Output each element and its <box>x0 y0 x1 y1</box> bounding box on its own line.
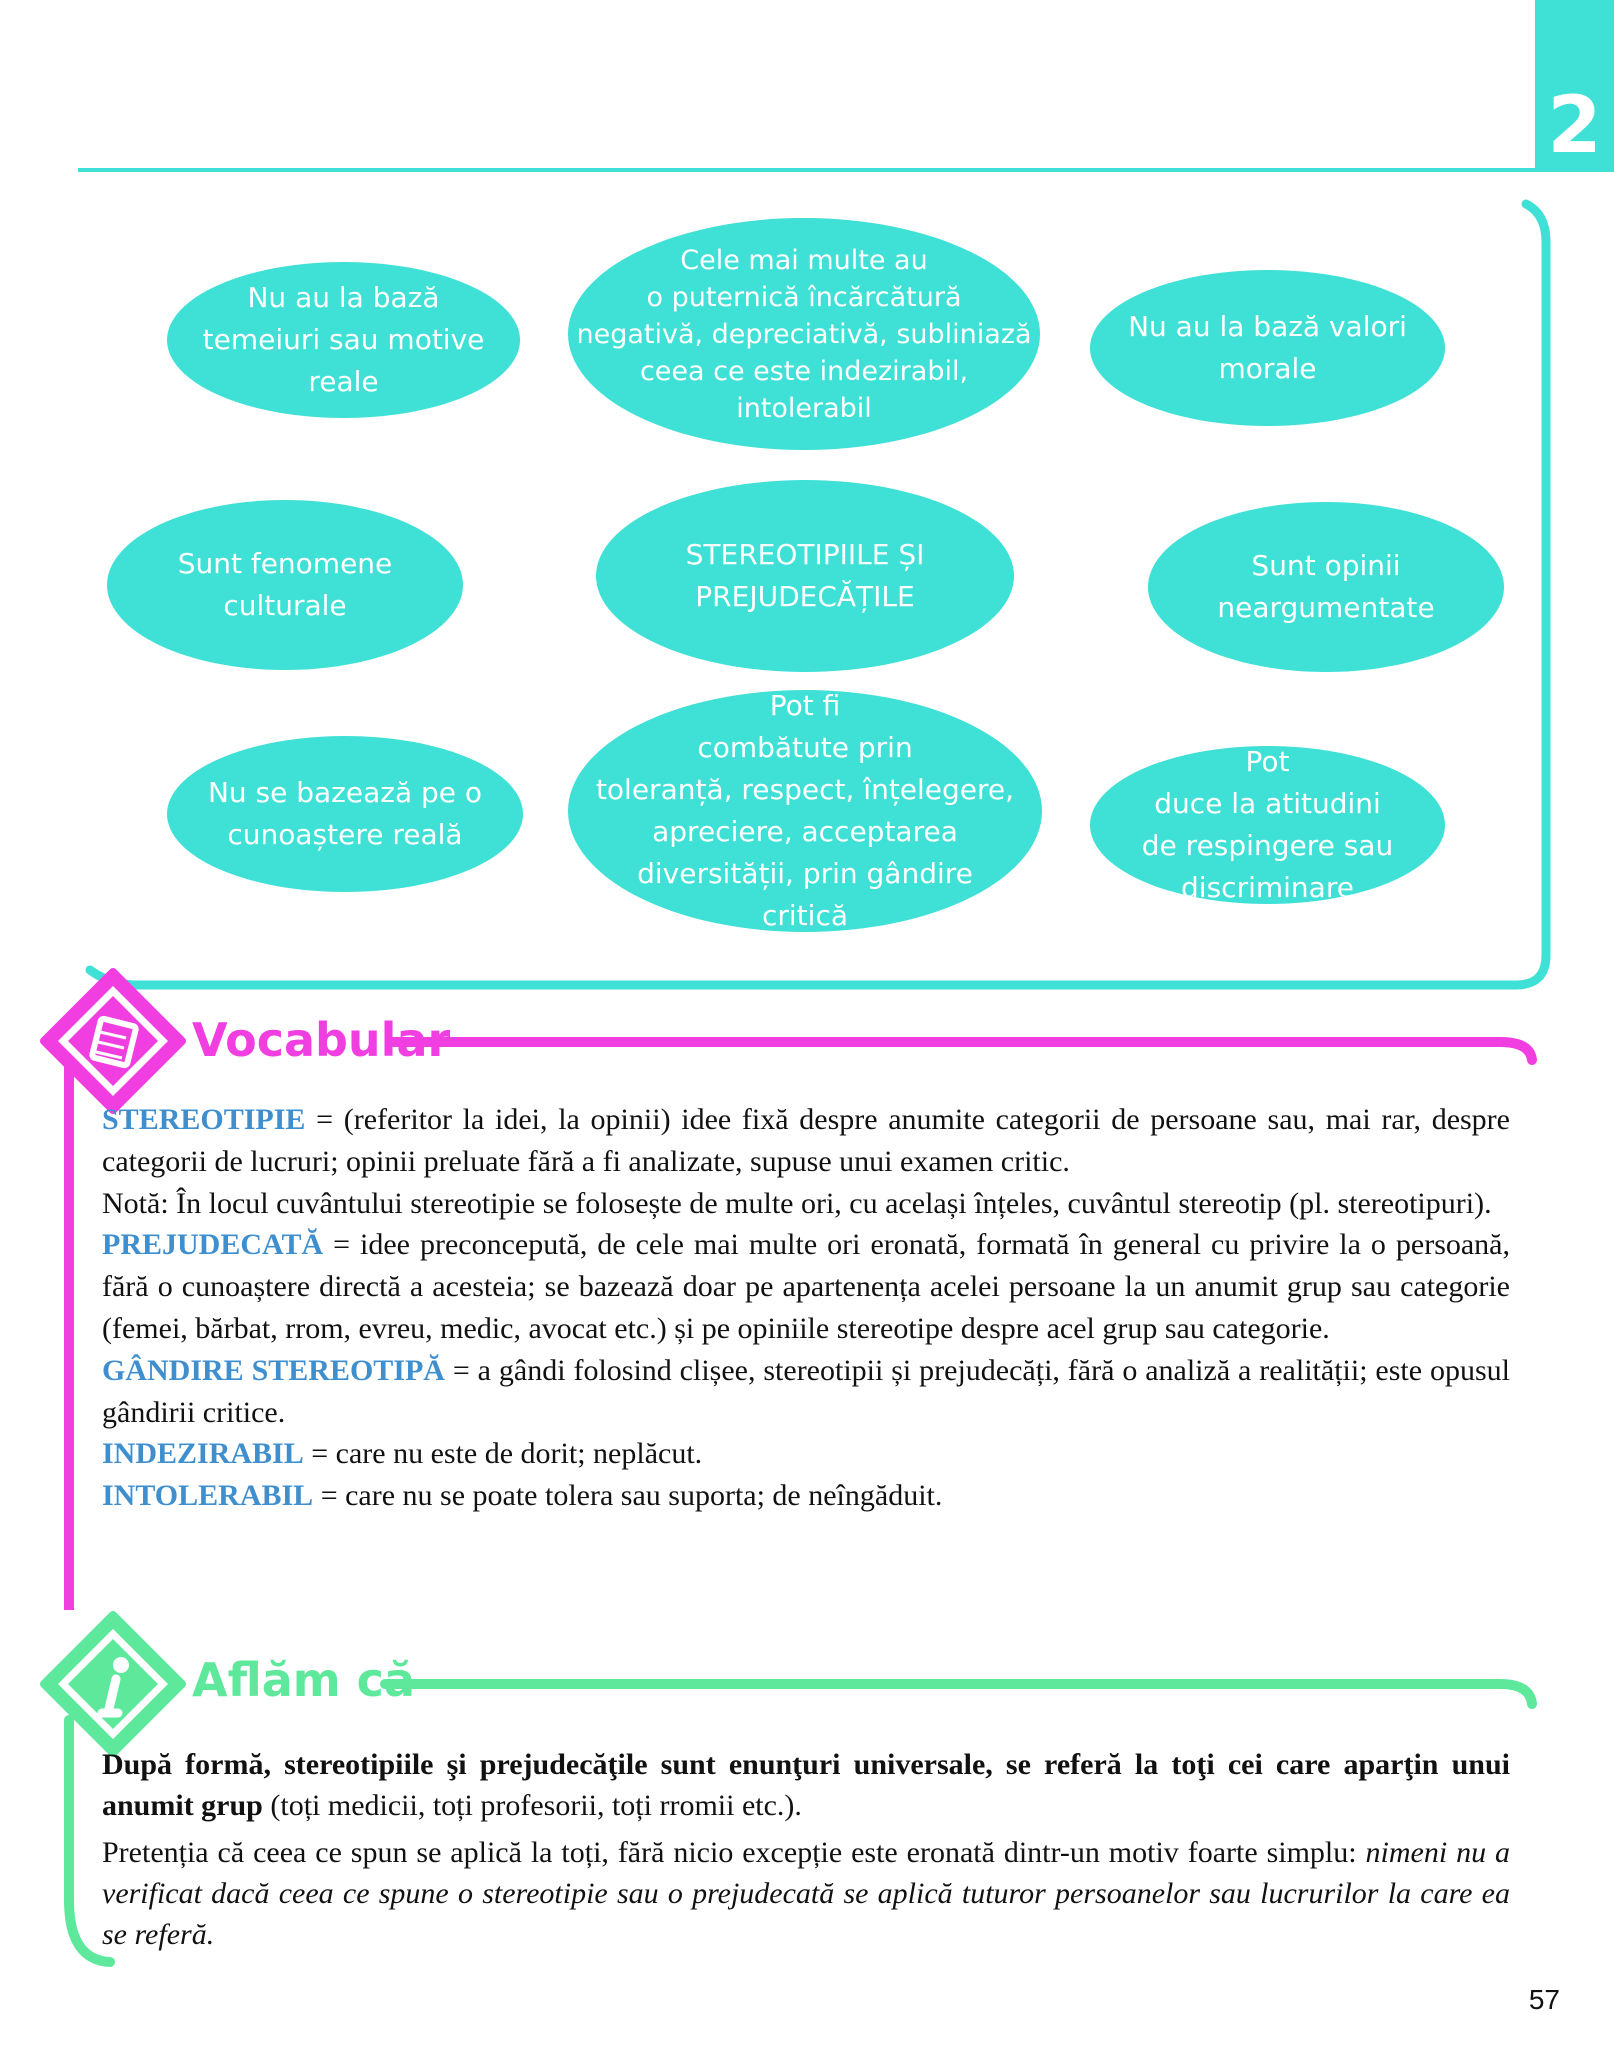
diagram-bubble-bottom-left: Nu se bazează pe o cunoaștere reală <box>167 736 523 892</box>
vocabular-definition: = care nu se poate tolera sau suporta; de neîngăduit. <box>313 1479 943 1513</box>
vocabular-term: INTOLERABIL <box>102 1479 314 1513</box>
vocabular-body <box>102 1099 1510 1517</box>
vocabular-entry <box>102 1350 1510 1434</box>
vocabular-note: Notă: În locul cuvântului stereotipie se folosește de multe ori, cu același înțeles, cuvântul stereotip (pl. stereotipuri). <box>102 1186 1492 1220</box>
page-number: 57 <box>1528 1984 1560 2015</box>
aflam-bold-text: După formă, stereotipiile şi prejudecăţile sunt enunţuri universale, se referă la toţi cei care aparţin unui anumit grup <box>102 1748 1510 1822</box>
aflam-title: Aflăm că <box>192 1653 415 1707</box>
top-rule <box>78 168 1536 172</box>
vocabular-definition: = a gândi folosind clișee, stereotipii și prejudecăți, fără o analiză a realității; este opusul gândirii critice. <box>102 1353 1510 1429</box>
info-icon <box>38 1609 188 1759</box>
aflam-paragraph-2 <box>102 1832 1510 1955</box>
diagram-bubble-middle-left: Sunt fenomene culturale <box>107 500 463 670</box>
diagram-bubble-top-center: Cele mai multe au o puternică încărcătură negativă, depreciativă, subliniază ceea ce este indezirabil, intolerabil <box>568 218 1040 450</box>
diagram-bubble-center: STEREOTIPIILE ȘI PREJUDECĂȚILE <box>596 480 1014 672</box>
aflam-text: Pretenția că ceea ce spun se aplică la toți, fără nicio excepție este eronată dintr-un motiv foarte simplu: <box>102 1836 1366 1869</box>
aflam-paragraph-1 <box>102 1744 1510 1826</box>
vocabular-definition: = (referitor la idei, la opinii) idee fixă despre anumite categorii de persoane sau, mai rar, despre categorii de lucruri; opinii preluate fără a fi analizate, supuse unui examen critic. <box>102 1103 1510 1178</box>
book-icon <box>38 966 188 1116</box>
vocabular-term: STEREOTIPIE <box>102 1103 306 1136</box>
vocabular-entry <box>102 1433 1510 1475</box>
aflam-italic-text: nimeni nu a verificat dacă ceea ce spune o stereotipie sau o prejudecată se aplică tuturor persoanelor sau lucrurilor la care ea se referă. <box>102 1836 1510 1951</box>
vocabular-term: GÂNDIRE STEREOTIPĂ <box>102 1353 445 1387</box>
diagram-bubble-top-left: Nu au la bază temeiuri sau motive reale <box>167 262 520 418</box>
vocabular-entry <box>102 1475 1510 1517</box>
vocabular-term: PREJUDECATĂ <box>102 1228 324 1262</box>
vocabular-definition: = idee preconcepută, de cele mai multe ori eronată, formată în general cu privire la o persoană, fără o cunoaștere directă a acesteia; se bazează doar pe apartenența acelei persoane la un anumit grup sau categorie (femei, bărbat, rrom, evreu, medic, avocat etc.) și pe opiniile stereotipe despre acel grup sau categorie. <box>102 1228 1510 1345</box>
diagram-bubble-bottom-center: Pot fi combătute prin toleranță, respect, înțelegere, apreciere, acceptarea diversității, prin gândire critică <box>568 690 1042 932</box>
aflam-text: (toți medicii, toți profesorii, toți rromii etc.). <box>262 1789 802 1822</box>
vocabular-term: INDEZIRABIL <box>102 1437 304 1471</box>
vocabular-entry <box>102 1099 1510 1183</box>
vocabular-title: Vocabular <box>192 1013 451 1067</box>
chapter-number: 2 <box>1547 81 1602 171</box>
diagram-bubble-top-right: Nu au la bază valori morale <box>1090 270 1445 426</box>
aflam-body <box>102 1744 1510 1955</box>
vocabular-definition: = care nu este de dorit; neplăcut. <box>303 1437 703 1471</box>
vocabular-entry <box>102 1224 1510 1349</box>
diagram-bubble-middle-right: Sunt opinii neargumentate <box>1148 502 1504 672</box>
diagram-bubble-bottom-right: Pot duce la atitudini de respingere sau discriminare <box>1090 746 1445 904</box>
